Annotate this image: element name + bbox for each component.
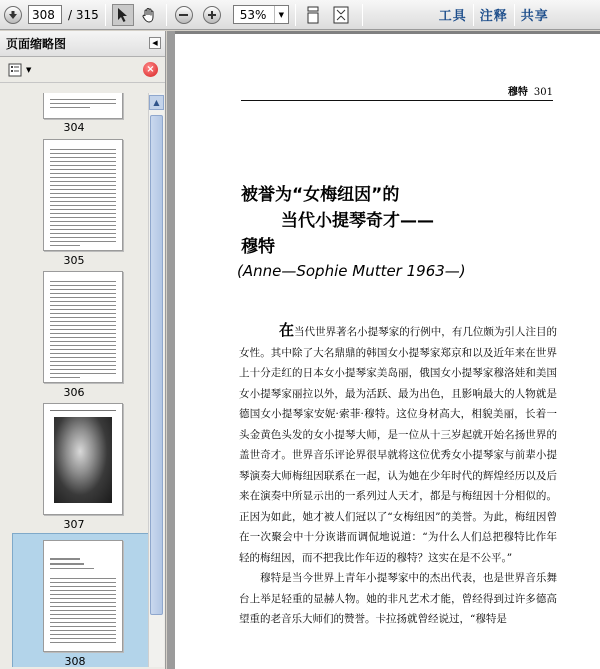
plus-icon [203, 6, 221, 24]
next-page-button[interactable] [2, 4, 24, 26]
cursor-icon [116, 7, 130, 23]
thumbnail-page [43, 93, 123, 119]
chevron-left-icon: ◀ [152, 39, 158, 47]
toolbar-divider [295, 4, 296, 26]
panel-header [0, 31, 165, 57]
zoom-select[interactable] [233, 5, 289, 24]
fit-page-button[interactable] [330, 4, 352, 26]
chevron-down-icon[interactable]: ▼ [274, 6, 288, 23]
thumbnail-label: 304 [63, 121, 85, 134]
thumbnail-item-selected[interactable] [12, 533, 148, 667]
paragraph-1 [239, 320, 557, 568]
thumbnail-page [43, 139, 123, 251]
zoom-in-button[interactable] [201, 4, 223, 26]
thumbnail-label: 307 [63, 518, 85, 531]
running-header [241, 81, 553, 101]
zoom-out-button[interactable] [173, 4, 195, 26]
document-page [175, 34, 600, 669]
scroll-up-icon[interactable]: ▲ [149, 95, 164, 110]
hand-icon [141, 7, 157, 23]
toolbar-divider [514, 4, 515, 26]
collapse-panel-button[interactable] [149, 37, 161, 49]
thumbnail-label: 308 [64, 655, 86, 667]
toolbar-divider [473, 4, 474, 26]
document-gutter [167, 31, 175, 669]
hand-tool-button[interactable] [138, 4, 160, 26]
share-menu[interactable]: 共享 [520, 9, 549, 24]
toolbar-divider [362, 4, 363, 26]
zoom-input[interactable] [234, 6, 274, 23]
portrait-image [54, 417, 112, 503]
dropcap: 在 [279, 321, 295, 339]
minus-icon [175, 6, 193, 24]
paragraph-1-text: 当代世界著名小提琴家的行例中，有几位颇为引人注目的女性。其中除了大名鼎鼎的韩国女小提琴家郑京和以及近年来在世界上十分走红的日本女小提琴家美岛丽，俄国女小提琴家穆洛娃和美国女小提琴家丽拉以外，最为活跃、最为出色，且影响最大的人物就是德国女小提琴家安妮·索菲·穆特。这位身材高大，相貌美丽，长着一头金黄色头发的女小提琴大师，是一位从十三岁起就开始名扬世界的盖世奇才。世界音乐评论界很早就将这位优秀女小提琴家与前辈小提琴演奏大师梅纽因联系在一起，认为她在少年时代的辉煌经历以及后来在演奏中所显示出的一系列过人天才，都是与梅纽因十分相似的。正因为如此，她才被人们冠以了“女梅纽因”的美誉。为此，梅纽因曾在一次聚会中十分诙谐而调侃地说道：“为什么人们总把穆特比作年轻的梅纽因，而不把我比作年迈的穆特？这实在是不公平。” [239, 326, 557, 564]
article-title-line-1: 被誉为“女梅纽因”的 [241, 185, 400, 205]
arrow-down-icon [4, 6, 22, 24]
article-subtitle: (Anne—Sophie Mutter 1963—) [237, 262, 466, 280]
close-icon[interactable]: × [143, 62, 158, 77]
running-head-name: 穆特 [507, 87, 528, 98]
page-total: / 315 [68, 7, 99, 22]
thumbnail-options-button[interactable] [8, 63, 31, 77]
running-head-page: 301 [533, 87, 553, 98]
select-tool-button[interactable] [112, 4, 134, 26]
single-page-view-button[interactable] [302, 4, 324, 26]
thumbnail-panel [0, 31, 166, 669]
paragraph-2: 穆特是当今世界上青年小提琴家中的杰出代表，也是世界音乐舞台上举足轻重的显赫人物。她的非凡艺术才能，曾经得到过许多德高望重的老音乐大师们的赞誉。卡拉扬就曾经说过，“穆特是 [239, 572, 557, 625]
toolbar [0, 0, 600, 30]
scrollbar-thumb[interactable] [150, 115, 163, 615]
page-number-input[interactable] [28, 5, 62, 24]
chevron-down-icon: ▼ [26, 65, 32, 74]
page-view-icon [306, 6, 320, 24]
article-title-line-2: 当代小提琴奇才—— [281, 211, 434, 231]
article-title-line-3: 穆特 [241, 237, 275, 257]
toolbar-divider [105, 4, 106, 26]
thumbnail-page [43, 271, 123, 383]
toolbar-divider [166, 4, 167, 26]
thumbnail-list [0, 93, 148, 667]
panel-title: 页面缩略图 [6, 37, 67, 51]
article-body [239, 320, 557, 630]
thumbnail-label: 306 [63, 386, 85, 399]
fit-page-icon [333, 6, 349, 24]
thumbnail-scrollbar[interactable] [148, 93, 164, 667]
thumbnail-page [43, 403, 123, 515]
panel-tools [0, 57, 165, 83]
options-icon [8, 63, 24, 77]
tools-menu[interactable]: 工具 [438, 9, 467, 24]
thumbnail-page [43, 540, 123, 652]
comment-menu[interactable]: 注释 [479, 9, 508, 24]
document-viewport[interactable] [167, 31, 600, 669]
thumbnail-label: 305 [63, 254, 85, 267]
